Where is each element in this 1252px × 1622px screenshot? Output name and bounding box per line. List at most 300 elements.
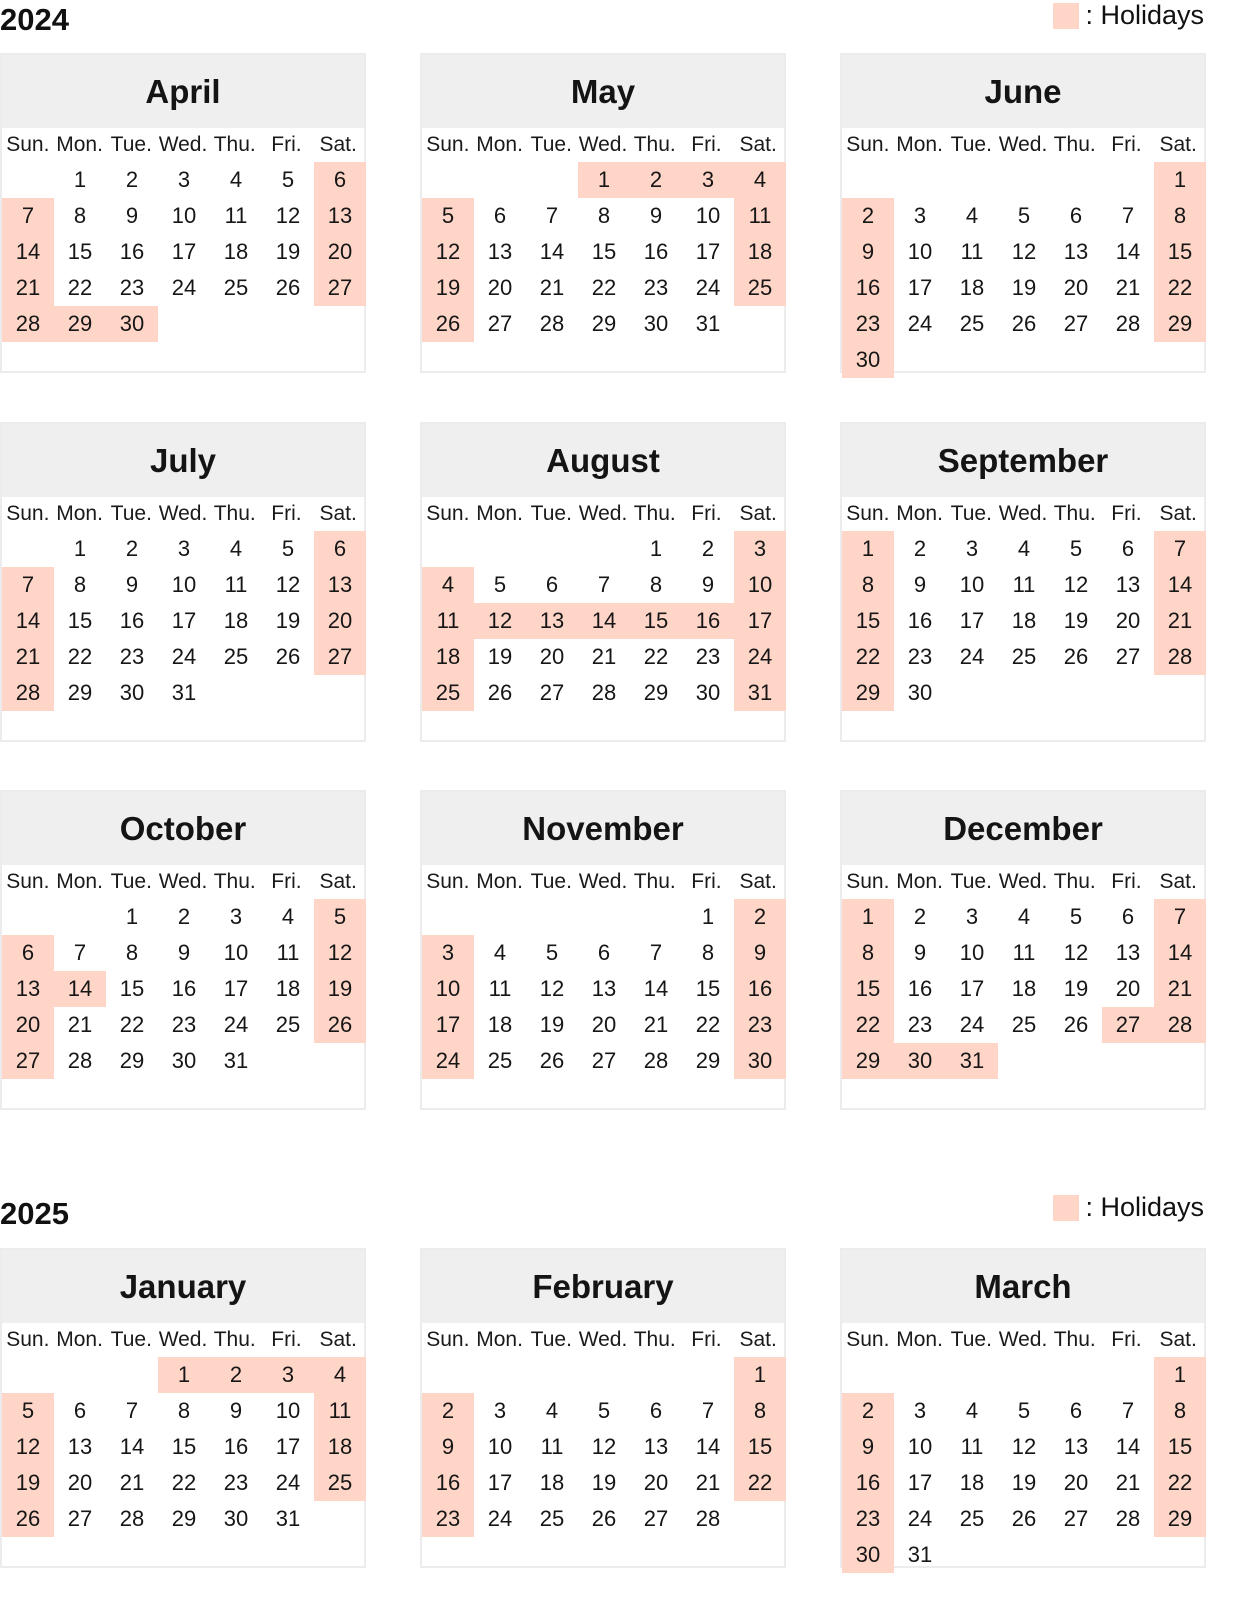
day-cell: 8 bbox=[73, 203, 87, 228]
day-cell-holiday: 13 bbox=[314, 198, 366, 234]
weekday-label: Wed. bbox=[998, 870, 1048, 893]
day-cell-holiday: 19 bbox=[2, 1465, 54, 1501]
weekday-label: Tue. bbox=[110, 133, 152, 156]
day-cell: 16 bbox=[119, 239, 145, 264]
day-cell: 15 bbox=[67, 608, 93, 633]
day-cell: 12 bbox=[591, 1434, 617, 1459]
day-cell: 17 bbox=[907, 1470, 933, 1495]
weekday-header-row bbox=[842, 497, 1204, 531]
weekday-label: Tue. bbox=[530, 1328, 572, 1351]
day-cell-holiday: 26 bbox=[2, 1501, 54, 1537]
day-cell: 24 bbox=[487, 1506, 513, 1531]
day-cell: 11 bbox=[276, 940, 300, 965]
day-cell: 11 bbox=[488, 976, 512, 1001]
day-cell-holiday: 15 bbox=[842, 971, 894, 1007]
empty-cell bbox=[1050, 162, 1102, 198]
weekday-label: Wed. bbox=[158, 133, 208, 156]
day-cell: 9 bbox=[913, 572, 927, 597]
day-cell-holiday: 30 bbox=[734, 1043, 786, 1079]
day-cell: 18 bbox=[223, 239, 249, 264]
day-cell: 7 bbox=[545, 203, 559, 228]
day-cell-holiday: 22 bbox=[842, 639, 894, 675]
day-cell: 12 bbox=[1011, 1434, 1037, 1459]
day-cell: 30 bbox=[643, 311, 669, 336]
day-cell: 17 bbox=[171, 608, 197, 633]
month-name: January bbox=[2, 1250, 364, 1323]
weekday-label: Tue. bbox=[950, 133, 992, 156]
empty-cell bbox=[474, 1357, 526, 1393]
day-cell: 25 bbox=[1011, 1012, 1037, 1037]
day-cell-holiday: 31 bbox=[734, 675, 786, 711]
weekday-label: Mon. bbox=[56, 133, 103, 156]
empty-cell bbox=[474, 531, 526, 567]
empty-cell bbox=[998, 1357, 1050, 1393]
day-cell: 20 bbox=[591, 1012, 617, 1037]
day-cell: 20 bbox=[1115, 976, 1141, 1001]
day-cell: 19 bbox=[1011, 275, 1037, 300]
empty-cell bbox=[2, 162, 54, 198]
day-cell: 28 bbox=[643, 1048, 669, 1073]
day-cell: 14 bbox=[643, 976, 669, 1001]
weekday-header-row bbox=[422, 1323, 784, 1357]
day-cell: 15 bbox=[119, 976, 145, 1001]
day-cell: 18 bbox=[959, 1470, 985, 1495]
day-cell: 28 bbox=[1115, 1506, 1141, 1531]
day-cell: 21 bbox=[67, 1012, 93, 1037]
day-cell-holiday: 21 bbox=[2, 270, 54, 306]
day-cell-holiday: 31 bbox=[946, 1043, 998, 1079]
holiday-legend-label: : Holidays bbox=[1085, 0, 1204, 30]
month-december bbox=[840, 790, 1206, 1110]
day-cell: 17 bbox=[907, 275, 933, 300]
month-may bbox=[420, 53, 786, 373]
day-cell-holiday: 18 bbox=[314, 1429, 366, 1465]
day-cell: 28 bbox=[695, 1506, 721, 1531]
weekday-label: Fri. bbox=[271, 870, 302, 893]
weekday-label: Sun. bbox=[426, 1328, 470, 1351]
empty-cell bbox=[630, 1357, 682, 1393]
day-cell: 13 bbox=[1115, 572, 1141, 597]
day-cell: 30 bbox=[223, 1506, 249, 1531]
day-cell: 10 bbox=[907, 1434, 933, 1459]
day-cell-holiday: 27 bbox=[314, 639, 366, 675]
empty-cell bbox=[578, 531, 630, 567]
holiday-legend bbox=[1053, 0, 1204, 31]
day-cell: 7 bbox=[125, 1398, 139, 1423]
day-cell: 28 bbox=[119, 1506, 145, 1531]
day-cell: 5 bbox=[1017, 203, 1031, 228]
day-cell: 11 bbox=[1012, 940, 1036, 965]
day-cell: 11 bbox=[960, 239, 984, 264]
weekday-label: Fri. bbox=[271, 133, 302, 156]
day-cell-holiday: 19 bbox=[314, 971, 366, 1007]
month-name: March bbox=[842, 1250, 1204, 1323]
day-cell: 18 bbox=[959, 275, 985, 300]
day-cell: 20 bbox=[67, 1470, 93, 1495]
day-cell: 4 bbox=[965, 203, 979, 228]
day-cell: 13 bbox=[487, 239, 513, 264]
day-cell: 17 bbox=[487, 1470, 513, 1495]
day-cell-holiday: 28 bbox=[1154, 1007, 1206, 1043]
day-cell: 24 bbox=[907, 311, 933, 336]
weekday-label: Fri. bbox=[1111, 133, 1142, 156]
day-cell: 4 bbox=[545, 1398, 559, 1423]
day-cell-holiday: 9 bbox=[422, 1429, 474, 1465]
day-cell: 23 bbox=[643, 275, 669, 300]
day-cell: 4 bbox=[1017, 536, 1031, 561]
month-march bbox=[840, 1248, 1206, 1568]
day-grid bbox=[842, 1357, 1206, 1573]
day-grid bbox=[422, 1357, 786, 1537]
day-cell: 4 bbox=[281, 904, 295, 929]
month-name: May bbox=[422, 55, 784, 128]
day-cell: 5 bbox=[281, 167, 295, 192]
day-cell-holiday: 23 bbox=[842, 306, 894, 342]
weekday-label: Wed. bbox=[158, 1328, 208, 1351]
weekday-label: Tue. bbox=[950, 502, 992, 525]
month-august bbox=[420, 422, 786, 742]
month-name: August bbox=[422, 424, 784, 497]
empty-cell bbox=[474, 162, 526, 198]
empty-cell bbox=[526, 531, 578, 567]
day-grid bbox=[422, 531, 786, 711]
day-cell-holiday: 21 bbox=[2, 639, 54, 675]
weekday-label: Fri. bbox=[1111, 502, 1142, 525]
empty-cell bbox=[526, 162, 578, 198]
weekday-label: Sat. bbox=[1159, 870, 1197, 893]
day-cell: 12 bbox=[1063, 940, 1089, 965]
day-cell: 25 bbox=[539, 1506, 565, 1531]
day-cell-holiday: 27 bbox=[314, 270, 366, 306]
day-cell-holiday: 9 bbox=[734, 935, 786, 971]
day-cell: 7 bbox=[1121, 1398, 1135, 1423]
weekday-label: Mon. bbox=[56, 1328, 103, 1351]
day-cell-holiday: 30 bbox=[842, 342, 894, 378]
day-cell: 19 bbox=[539, 1012, 565, 1037]
day-cell: 9 bbox=[125, 572, 139, 597]
weekday-header-row bbox=[842, 1323, 1204, 1357]
day-cell-holiday: 15 bbox=[1154, 234, 1206, 270]
day-cell-holiday: 30 bbox=[106, 306, 158, 342]
weekday-label: Thu. bbox=[1053, 133, 1096, 156]
day-cell: 25 bbox=[223, 644, 249, 669]
day-cell-holiday: 23 bbox=[422, 1501, 474, 1537]
day-cell: 10 bbox=[959, 940, 985, 965]
day-cell: 17 bbox=[275, 1434, 301, 1459]
day-cell: 3 bbox=[493, 1398, 507, 1423]
day-cell-holiday: 20 bbox=[2, 1007, 54, 1043]
empty-cell bbox=[1102, 162, 1154, 198]
day-cell-holiday: 8 bbox=[1154, 198, 1206, 234]
day-cell: 26 bbox=[591, 1506, 617, 1531]
day-cell-holiday: 13 bbox=[2, 971, 54, 1007]
day-cell: 2 bbox=[177, 904, 191, 929]
weekday-label: Tue. bbox=[950, 1328, 992, 1351]
day-cell: 6 bbox=[649, 1398, 663, 1423]
day-cell: 25 bbox=[959, 1506, 985, 1531]
day-cell: 22 bbox=[67, 644, 93, 669]
holiday-swatch bbox=[1053, 1195, 1079, 1221]
day-cell: 14 bbox=[539, 239, 565, 264]
weekday-label: Thu. bbox=[633, 133, 676, 156]
day-grid bbox=[842, 162, 1206, 378]
day-cell: 20 bbox=[1063, 275, 1089, 300]
day-cell: 24 bbox=[695, 275, 721, 300]
weekday-label: Sat. bbox=[319, 1328, 357, 1351]
day-cell-holiday: 15 bbox=[734, 1429, 786, 1465]
day-cell: 16 bbox=[119, 608, 145, 633]
day-cell: 31 bbox=[907, 1542, 933, 1567]
empty-cell bbox=[630, 899, 682, 935]
empty-cell bbox=[422, 162, 474, 198]
day-cell: 29 bbox=[591, 311, 617, 336]
month-november bbox=[420, 790, 786, 1110]
day-cell: 6 bbox=[1121, 536, 1135, 561]
day-cell: 21 bbox=[119, 1470, 145, 1495]
day-cell-holiday: 5 bbox=[2, 1393, 54, 1429]
day-cell: 23 bbox=[695, 644, 721, 669]
day-cell: 1 bbox=[73, 167, 87, 192]
day-cell: 4 bbox=[1017, 904, 1031, 929]
weekday-label: Mon. bbox=[476, 1328, 523, 1351]
day-cell-holiday: 4 bbox=[422, 567, 474, 603]
day-cell-holiday: 12 bbox=[2, 1429, 54, 1465]
day-grid bbox=[842, 531, 1206, 711]
day-cell-holiday: 21 bbox=[1154, 971, 1206, 1007]
day-cell: 22 bbox=[67, 275, 93, 300]
day-cell: 3 bbox=[229, 904, 243, 929]
day-cell-holiday: 23 bbox=[842, 1501, 894, 1537]
month-june bbox=[840, 53, 1206, 373]
day-cell: 17 bbox=[959, 608, 985, 633]
day-cell: 19 bbox=[275, 608, 301, 633]
day-cell: 26 bbox=[275, 644, 301, 669]
day-cell: 15 bbox=[591, 239, 617, 264]
day-cell-holiday: 1 bbox=[842, 531, 894, 567]
day-cell: 9 bbox=[229, 1398, 243, 1423]
day-cell: 1 bbox=[125, 904, 139, 929]
weekday-label: Thu. bbox=[633, 870, 676, 893]
day-cell-holiday: 2 bbox=[842, 1393, 894, 1429]
day-cell-holiday: 17 bbox=[734, 603, 786, 639]
day-cell: 9 bbox=[125, 203, 139, 228]
day-cell: 7 bbox=[701, 1398, 715, 1423]
day-cell: 24 bbox=[171, 644, 197, 669]
day-cell: 17 bbox=[223, 976, 249, 1001]
day-cell-holiday: 27 bbox=[1102, 1007, 1154, 1043]
day-cell-holiday: 10 bbox=[422, 971, 474, 1007]
empty-cell bbox=[54, 899, 106, 935]
empty-cell bbox=[1050, 1357, 1102, 1393]
day-cell: 5 bbox=[1017, 1398, 1031, 1423]
day-cell: 21 bbox=[695, 1470, 721, 1495]
day-cell-holiday: 27 bbox=[2, 1043, 54, 1079]
day-cell: 26 bbox=[1011, 1506, 1037, 1531]
empty-cell bbox=[2, 531, 54, 567]
day-cell-holiday: 9 bbox=[842, 234, 894, 270]
day-cell-holiday: 20 bbox=[314, 234, 366, 270]
day-cell: 30 bbox=[695, 680, 721, 705]
day-cell: 16 bbox=[907, 976, 933, 1001]
day-cell: 12 bbox=[1011, 239, 1037, 264]
day-cell-holiday: 25 bbox=[314, 1465, 366, 1501]
day-cell: 6 bbox=[597, 940, 611, 965]
day-cell: 22 bbox=[171, 1470, 197, 1495]
day-cell-holiday: 28 bbox=[2, 675, 54, 711]
day-cell: 18 bbox=[487, 1012, 513, 1037]
day-cell: 30 bbox=[171, 1048, 197, 1073]
day-cell: 26 bbox=[275, 275, 301, 300]
empty-cell bbox=[894, 162, 946, 198]
day-cell: 29 bbox=[171, 1506, 197, 1531]
day-cell: 25 bbox=[223, 275, 249, 300]
day-cell: 2 bbox=[125, 536, 139, 561]
day-cell-holiday: 1 bbox=[158, 1357, 210, 1393]
day-cell-holiday: 22 bbox=[734, 1465, 786, 1501]
day-cell: 30 bbox=[119, 680, 145, 705]
empty-cell bbox=[422, 899, 474, 935]
day-cell: 16 bbox=[223, 1434, 249, 1459]
weekday-label: Thu. bbox=[213, 133, 256, 156]
day-cell: 1 bbox=[701, 904, 715, 929]
day-cell: 7 bbox=[597, 572, 611, 597]
empty-cell bbox=[842, 162, 894, 198]
day-cell: 4 bbox=[229, 536, 243, 561]
day-cell: 3 bbox=[965, 904, 979, 929]
day-cell: 6 bbox=[1069, 1398, 1083, 1423]
day-cell: 24 bbox=[275, 1470, 301, 1495]
day-cell: 8 bbox=[701, 940, 715, 965]
weekday-label: Fri. bbox=[271, 502, 302, 525]
day-cell: 5 bbox=[1069, 536, 1083, 561]
month-september bbox=[840, 422, 1206, 742]
day-cell: 19 bbox=[275, 239, 301, 264]
weekday-label: Mon. bbox=[476, 133, 523, 156]
month-october bbox=[0, 790, 366, 1110]
weekday-label: Sun. bbox=[6, 1328, 50, 1351]
year-title: 2024 bbox=[0, 2, 69, 37]
day-cell: 1 bbox=[649, 536, 663, 561]
day-cell: 24 bbox=[959, 1012, 985, 1037]
empty-cell bbox=[1102, 1357, 1154, 1393]
weekday-label: Mon. bbox=[896, 133, 943, 156]
weekday-header-row bbox=[422, 497, 784, 531]
weekday-label: Thu. bbox=[1053, 502, 1096, 525]
day-cell-holiday: 9 bbox=[842, 1429, 894, 1465]
day-cell-holiday: 29 bbox=[842, 675, 894, 711]
day-cell: 28 bbox=[539, 311, 565, 336]
month-february bbox=[420, 1248, 786, 1568]
empty-cell bbox=[578, 1357, 630, 1393]
day-cell: 6 bbox=[493, 203, 507, 228]
day-cell: 6 bbox=[1121, 904, 1135, 929]
day-cell-holiday: 25 bbox=[422, 675, 474, 711]
month-april bbox=[0, 53, 366, 373]
day-cell-holiday: 25 bbox=[734, 270, 786, 306]
day-cell: 16 bbox=[907, 608, 933, 633]
day-cell: 4 bbox=[965, 1398, 979, 1423]
empty-cell bbox=[578, 899, 630, 935]
day-cell: 24 bbox=[959, 644, 985, 669]
day-cell: 7 bbox=[73, 940, 87, 965]
day-cell: 27 bbox=[591, 1048, 617, 1073]
day-cell: 27 bbox=[487, 311, 513, 336]
month-name: April bbox=[2, 55, 364, 128]
day-cell: 26 bbox=[487, 680, 513, 705]
day-cell: 28 bbox=[67, 1048, 93, 1073]
day-cell: 3 bbox=[965, 536, 979, 561]
day-cell: 11 bbox=[960, 1434, 984, 1459]
day-cell-holiday: 7 bbox=[2, 198, 54, 234]
weekday-label: Sat. bbox=[739, 133, 777, 156]
day-cell: 10 bbox=[959, 572, 985, 597]
day-cell: 11 bbox=[1012, 572, 1036, 597]
day-cell-holiday: 24 bbox=[734, 639, 786, 675]
weekday-header-row bbox=[842, 128, 1204, 162]
day-cell-holiday: 8 bbox=[1154, 1393, 1206, 1429]
weekday-label: Wed. bbox=[578, 502, 628, 525]
day-cell-holiday: 7 bbox=[1154, 531, 1206, 567]
day-cell-holiday: 1 bbox=[1154, 162, 1206, 198]
day-cell-holiday: 11 bbox=[314, 1393, 366, 1429]
weekday-label: Wed. bbox=[998, 1328, 1048, 1351]
day-cell: 26 bbox=[1011, 311, 1037, 336]
month-name: February bbox=[422, 1250, 784, 1323]
weekday-label: Sun. bbox=[426, 870, 470, 893]
weekday-label: Mon. bbox=[896, 502, 943, 525]
weekday-label: Sun. bbox=[426, 133, 470, 156]
weekday-header-row bbox=[2, 128, 364, 162]
day-cell: 26 bbox=[1063, 1012, 1089, 1037]
day-cell: 3 bbox=[177, 167, 191, 192]
empty-cell bbox=[54, 1357, 106, 1393]
day-cell-holiday: 15 bbox=[1154, 1429, 1206, 1465]
weekday-label: Tue. bbox=[950, 870, 992, 893]
weekday-header-row bbox=[2, 497, 364, 531]
day-cell: 26 bbox=[1063, 644, 1089, 669]
day-cell: 20 bbox=[539, 644, 565, 669]
day-cell: 23 bbox=[171, 1012, 197, 1037]
day-cell: 14 bbox=[695, 1434, 721, 1459]
day-cell-holiday: 1 bbox=[578, 162, 630, 198]
weekday-header-row bbox=[842, 865, 1204, 899]
day-cell-holiday: 2 bbox=[630, 162, 682, 198]
empty-cell bbox=[946, 162, 998, 198]
weekday-label: Thu. bbox=[1053, 1328, 1096, 1351]
day-cell: 10 bbox=[223, 940, 249, 965]
day-cell: 19 bbox=[1011, 1470, 1037, 1495]
weekday-label: Sun. bbox=[846, 870, 890, 893]
day-cell: 29 bbox=[67, 680, 93, 705]
weekday-label: Sat. bbox=[739, 1328, 777, 1351]
day-cell: 6 bbox=[73, 1398, 87, 1423]
day-cell: 13 bbox=[1063, 1434, 1089, 1459]
day-cell: 5 bbox=[545, 940, 559, 965]
day-cell: 13 bbox=[1063, 239, 1089, 264]
day-grid bbox=[2, 899, 366, 1079]
day-cell-holiday: 29 bbox=[54, 306, 106, 342]
weekday-label: Fri. bbox=[271, 1328, 302, 1351]
day-cell: 31 bbox=[171, 680, 197, 705]
day-cell: 22 bbox=[643, 644, 669, 669]
day-cell-holiday: 3 bbox=[682, 162, 734, 198]
day-cell-holiday: 16 bbox=[682, 603, 734, 639]
weekday-label: Thu. bbox=[213, 870, 256, 893]
day-cell-holiday: 17 bbox=[422, 1007, 474, 1043]
day-grid bbox=[2, 531, 366, 711]
day-cell: 10 bbox=[171, 572, 197, 597]
day-cell: 28 bbox=[591, 680, 617, 705]
